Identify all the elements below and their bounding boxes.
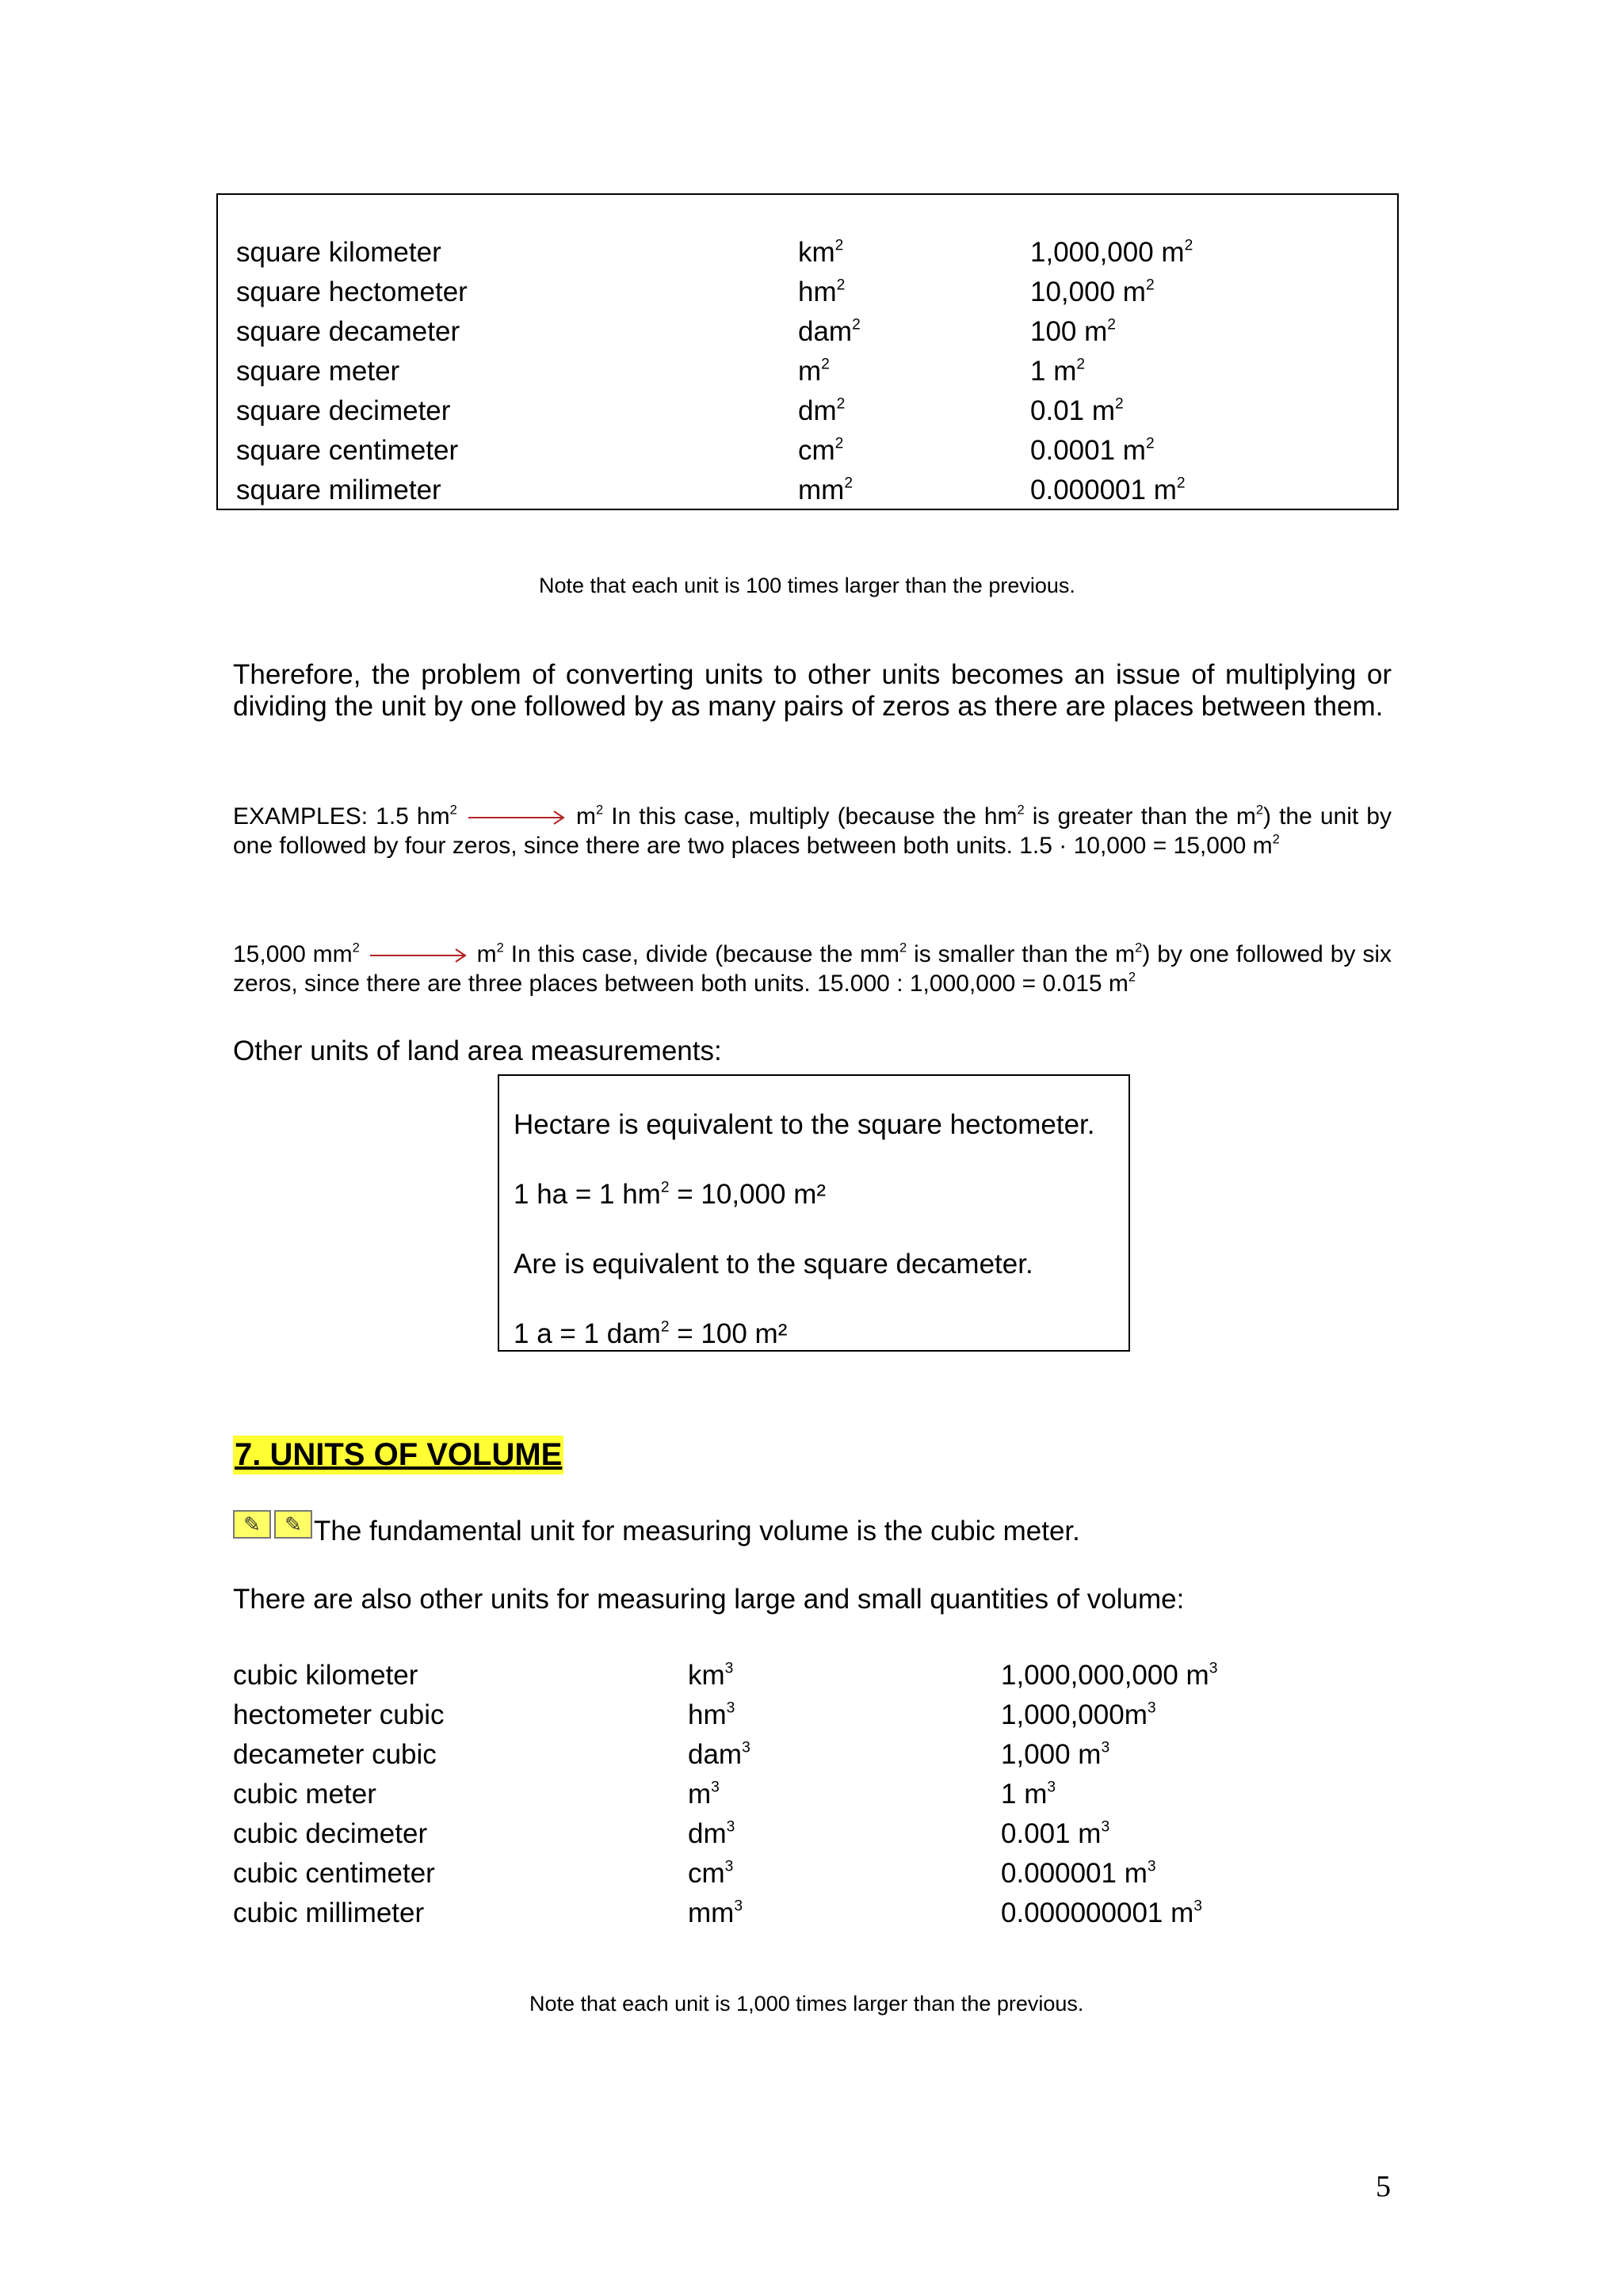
exponent: 2 [660, 1179, 670, 1196]
unit-name: cubic meter [233, 1779, 376, 1810]
unit-value: 1,000 m [1001, 1739, 1102, 1770]
unit-name: cubic kilometer [233, 1660, 418, 1691]
unit-symbol: m [688, 1779, 712, 1810]
unit-symbol: m [798, 356, 822, 387]
unit-value: 10,000 m [1030, 277, 1146, 307]
exponent: 3 [1193, 1897, 1202, 1915]
exponent: 3 [726, 1699, 735, 1717]
table-row [233, 1857, 435, 1890]
unit-symbol: dam [688, 1739, 743, 1770]
table-row [236, 395, 450, 428]
table-row [236, 236, 441, 269]
unit-symbol: hm [688, 1699, 727, 1730]
unit-name: hectometer cubic [233, 1699, 445, 1730]
equation-text: = 100 m² [669, 1318, 788, 1349]
exponent: 2 [595, 803, 604, 818]
table-row [798, 474, 853, 507]
table-row [233, 1817, 427, 1851]
exponent: 3 [724, 1660, 734, 1677]
unit-name: square hectometer [236, 277, 468, 307]
table-row [1001, 1817, 1109, 1851]
example-text: m [476, 941, 497, 967]
right-arrow-icon [465, 809, 568, 826]
unit-name: square meter [236, 356, 400, 387]
exponent: 2 [821, 356, 830, 373]
volume-intro: The fundamental unit for measuring volume is the cubic meter. [314, 1516, 1080, 1547]
table-row [1001, 1738, 1109, 1772]
unit-value: 1 m [1001, 1779, 1048, 1810]
unit-symbol: km [688, 1660, 725, 1691]
exponent: 2 [660, 1318, 670, 1336]
example-text: 15,000 mm [233, 941, 353, 967]
table-row [688, 1857, 733, 1890]
unit-name: square milimeter [236, 475, 441, 505]
volume-other-units: There are also other units for measuring large and small quantities of volume: [233, 1584, 1185, 1615]
pencil-icon: ✎ [233, 1510, 271, 1539]
unit-name: decameter cubic [233, 1739, 437, 1770]
exponent: 2 [834, 237, 844, 254]
exponent: 2 [836, 277, 846, 294]
are-equation [514, 1318, 787, 1350]
section-heading: 7. UNITS OF VOLUME [233, 1436, 563, 1474]
exponent: 2 [352, 940, 360, 955]
example-text: is smaller than the m [907, 941, 1136, 967]
therefore-paragraph: Therefore, the problem of converting units to other units becomes an issue of multiplying or dividing the unit by one followed by as many pairs of zeros as there are places between them. [233, 659, 1392, 722]
table-row [688, 1659, 733, 1692]
exponent: 2 [1255, 803, 1264, 818]
exponent: 3 [1101, 1739, 1110, 1756]
table-row [1001, 1699, 1156, 1732]
table-row [688, 1817, 735, 1851]
exponent: 2 [1128, 970, 1136, 985]
exponent: 3 [734, 1897, 743, 1915]
table-row [1030, 236, 1193, 269]
example-text: ) the unit by one followed by four zeros, since there are two places between both units. 1.5 · 10,000 = 15,000 m [233, 803, 1392, 859]
exponent: 2 [1017, 803, 1025, 818]
table-row [236, 276, 468, 309]
example-text: In this case, divide (because the mm [503, 941, 900, 967]
table-row [798, 236, 843, 269]
example-2 [233, 940, 1392, 998]
exponent: 2 [1184, 237, 1193, 254]
unit-symbol: cm [688, 1858, 725, 1889]
exponent: 2 [852, 316, 861, 334]
exponent: 3 [726, 1818, 735, 1836]
exponent: 2 [1107, 316, 1116, 334]
unit-symbol: dm [688, 1818, 727, 1849]
exponent: 3 [1147, 1699, 1156, 1717]
hectare-equation [514, 1179, 826, 1211]
table-row [1030, 434, 1155, 467]
exponent: 2 [1272, 832, 1280, 847]
unit-symbol: hm [798, 277, 837, 307]
unit-value: 0.000000001 m [1001, 1897, 1194, 1928]
unit-value: 0.0001 m [1030, 435, 1146, 466]
table-row [1030, 474, 1186, 507]
table-row [233, 1778, 376, 1811]
table-row [233, 1897, 424, 1930]
table-row [688, 1897, 743, 1930]
example-text: is greater than the m [1024, 803, 1256, 830]
unit-value: 0.01 m [1030, 395, 1115, 426]
unit-value: 0.001 m [1001, 1818, 1102, 1849]
exponent: 2 [496, 940, 504, 955]
unit-name: cubic millimeter [233, 1897, 425, 1928]
land-area-box [498, 1074, 1130, 1352]
right-arrow-icon [367, 947, 470, 964]
exponent: 3 [711, 1779, 720, 1796]
table-row [236, 434, 458, 467]
exponent: 2 [834, 435, 844, 452]
table-row [798, 315, 861, 349]
table-row [233, 1699, 445, 1732]
unit-symbol: km [798, 237, 835, 268]
example-text: m [575, 803, 596, 830]
table-row [688, 1778, 720, 1811]
icon-group [233, 1510, 312, 1539]
unit-name: square decameter [236, 316, 460, 347]
table-row [236, 474, 441, 507]
unit-symbol: mm [798, 475, 845, 505]
exponent: 3 [1047, 1779, 1056, 1796]
equation-text: 1 a = 1 dam [514, 1318, 661, 1349]
pencil-icon: ✎ [274, 1510, 312, 1539]
page-number: 5 [1376, 2170, 1391, 2203]
unit-symbol: dam [798, 316, 853, 347]
volume-note: Note that each unit is 1,000 times larger than the previous. [529, 1992, 1084, 2016]
unit-name: square centimeter [236, 435, 459, 466]
unit-symbol: cm [798, 435, 835, 466]
exponent: 3 [724, 1858, 734, 1875]
other-units-label: Other units of land area measurements: [233, 1035, 722, 1066]
exponent: 2 [1145, 435, 1155, 452]
example-text: ) by one followed by six zeros, since there are three places between both units. 15.000 : 1,000,000 = 0.015 m [233, 941, 1392, 997]
exponent: 2 [844, 475, 854, 492]
example-1 [233, 802, 1392, 860]
table-row [798, 395, 845, 428]
exponent: 2 [899, 940, 907, 955]
example-text: EXAMPLES: 1.5 hm [233, 803, 450, 830]
exponent: 2 [1145, 277, 1155, 294]
table-row [688, 1738, 750, 1772]
unit-symbol: dm [798, 395, 837, 426]
exponent: 2 [1176, 475, 1186, 492]
unit-value: 1,000,000 m [1030, 237, 1185, 268]
exponent: 2 [449, 803, 457, 818]
exponent: 3 [1147, 1858, 1156, 1875]
example-text: In this case, multiply (because the hm [603, 803, 1018, 830]
unit-name: cubic decimeter [233, 1818, 428, 1849]
table-row [233, 1659, 418, 1692]
table-row [1001, 1897, 1202, 1930]
exponent: 3 [1101, 1818, 1110, 1836]
are-definition: Are is equivalent to the square decameter. [514, 1249, 1033, 1280]
area-note: Note that each unit is 100 times larger than the previous. [539, 574, 1075, 597]
equation-text: = 10,000 m² [669, 1179, 827, 1210]
equation-text: 1 ha = 1 hm [514, 1179, 661, 1210]
unit-value: 1,000,000,000 m [1001, 1660, 1209, 1691]
unit-symbol: mm [688, 1897, 735, 1928]
unit-value: 1 m [1030, 356, 1077, 387]
exponent: 3 [742, 1739, 750, 1756]
unit-value: 100 m [1030, 316, 1108, 347]
unit-name: square decimeter [236, 395, 451, 426]
unit-value: 1,000,000m [1001, 1699, 1148, 1730]
table-row [236, 355, 399, 388]
exponent: 2 [1115, 395, 1124, 413]
hectare-definition: Hectare is equivalent to the square hectometer. [514, 1109, 1095, 1140]
unit-name: square kilometer [236, 237, 441, 268]
table-row [1001, 1778, 1056, 1811]
unit-value: 0.000001 m [1001, 1858, 1148, 1889]
table-row [798, 355, 830, 388]
table-row [798, 276, 845, 309]
unit-name: cubic centimeter [233, 1858, 435, 1889]
exponent: 2 [1135, 940, 1143, 955]
table-row [1030, 276, 1155, 309]
table-row [798, 434, 843, 467]
unit-value: 0.000001 m [1030, 475, 1177, 505]
table-row [236, 315, 460, 349]
table-row [1001, 1857, 1156, 1890]
table-row [688, 1699, 735, 1732]
table-row [1030, 395, 1124, 428]
exponent: 2 [836, 395, 846, 413]
table-row [1001, 1659, 1217, 1692]
exponent: 2 [1076, 356, 1086, 373]
table-row [1030, 315, 1116, 349]
table-row [233, 1738, 437, 1772]
exponent: 3 [1209, 1660, 1218, 1677]
table-row [1030, 355, 1085, 388]
